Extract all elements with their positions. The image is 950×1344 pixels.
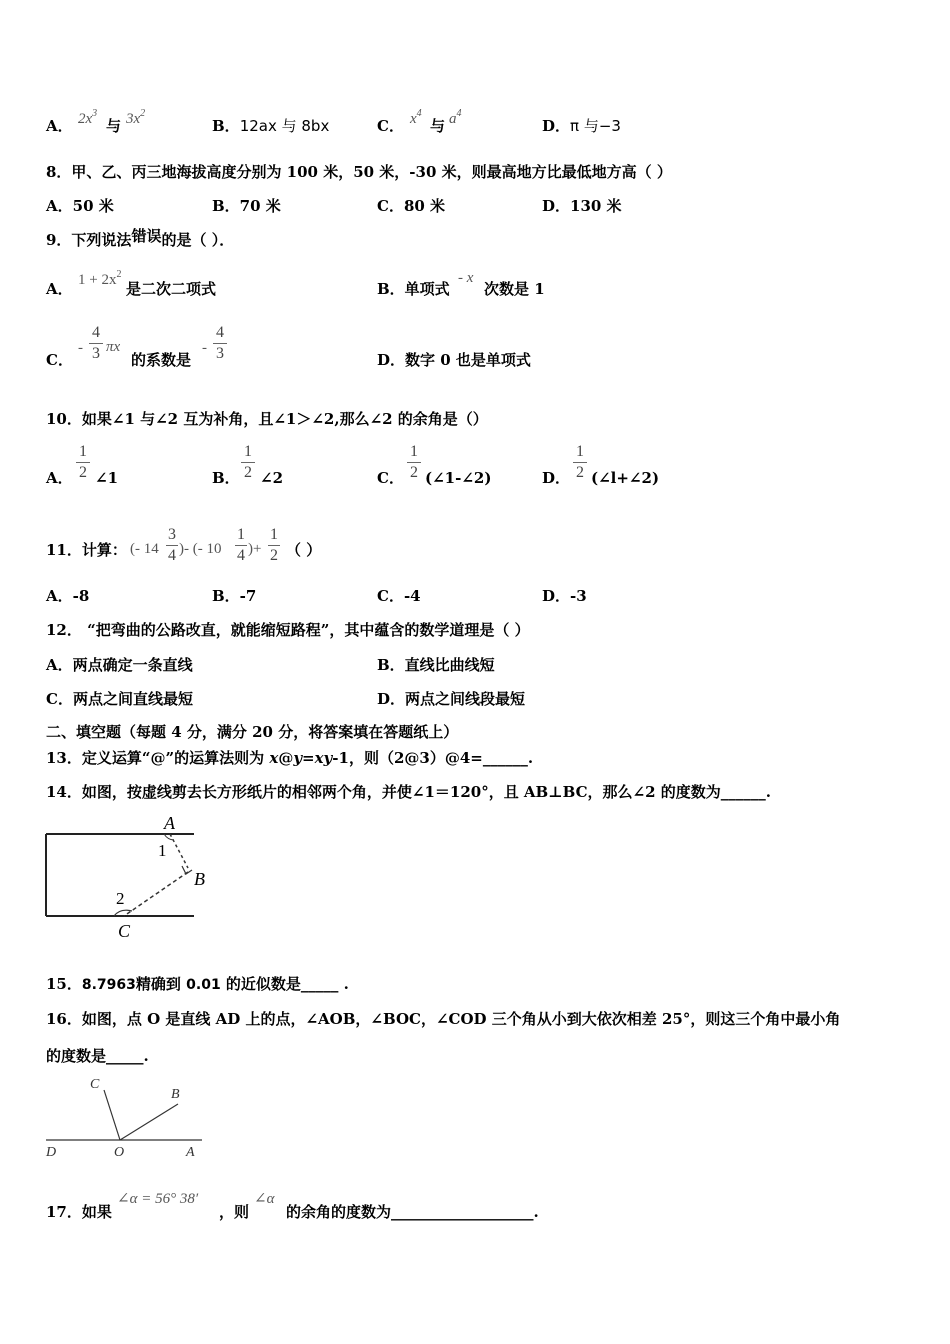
math-base: 3x [126, 111, 141, 127]
text: 精确到 [135, 975, 187, 993]
label-A: A [186, 1145, 195, 1160]
q9-stem [46, 227, 235, 250]
frac-den: 4 [237, 547, 245, 564]
q10-option-a-tail: ∠1 [95, 469, 119, 487]
frac-num: 3 [168, 526, 176, 543]
q17-then: ，则 [219, 1203, 250, 1221]
q9-option-b-text: 次数是 1 [484, 280, 545, 298]
math-exp: 2 [140, 108, 146, 119]
label-O: O [114, 1145, 125, 1160]
label-C: C [118, 921, 131, 941]
q10-option-c-fraction [407, 443, 421, 482]
q8-option-c: C．80 米 [377, 197, 446, 215]
q16-figure [40, 1070, 210, 1162]
label-D: D [46, 1145, 57, 1160]
text-yu: 与 [430, 117, 446, 135]
math-exp: 4 [456, 108, 462, 119]
text: = [302, 749, 315, 767]
q11-option-a: A．-8 [46, 587, 90, 605]
frac-bar [268, 545, 280, 546]
cut-ab [170, 834, 188, 868]
frac-den: 3 [92, 345, 100, 362]
q9-option-a-math [78, 265, 121, 290]
cut-bc [124, 872, 188, 916]
q11-frac-3 [268, 526, 280, 565]
frac-num: 1 [270, 526, 278, 543]
q8-option-a: A．50 米 [46, 197, 114, 215]
frac-den: 2 [576, 464, 584, 481]
q11-paren: （ ） [286, 541, 322, 559]
q10-option-a-label: A． [46, 469, 73, 487]
frac-bar [407, 462, 421, 463]
frac-bar [76, 462, 90, 463]
option-label: A． [46, 117, 73, 135]
math-1plus2x2 [78, 269, 122, 288]
frac-den: 2 [244, 464, 252, 481]
q7-option-c [377, 116, 404, 136]
q9-option-c-text: 的系数是 [131, 351, 192, 369]
section-heading: 二、填空题（每题 4 分，满分 20 分，将答案填在答题纸上） [46, 723, 459, 741]
q7-option-a [46, 116, 73, 136]
math-a4 [449, 108, 462, 127]
q11-option-d: D．-3 [542, 587, 587, 605]
label-2: 2 [116, 889, 125, 908]
q12-stem: 12． “把弯曲的公路改直，就能缩短路程”，其中蕴含的数学道理是（ ） [46, 621, 530, 639]
q9-option-d: D．数字 0 也是单项式 [377, 351, 531, 369]
q17-math-angle: ∠α = 56° 38′ [117, 1191, 199, 1207]
q11-expr-1: (- 14 [130, 541, 159, 557]
frac-num: 1 [576, 443, 584, 460]
q10-option-c-label: C． [377, 469, 404, 487]
text: 15． [46, 975, 82, 993]
frac-den: 3 [216, 345, 224, 362]
option-label: B． [212, 117, 240, 135]
q17-label: 17．如果 [46, 1203, 112, 1221]
option-text: π 与−3 [570, 117, 621, 135]
q13 [46, 748, 533, 768]
label-1: 1 [158, 841, 167, 860]
label-C: C [90, 1077, 100, 1092]
q12-option-c: C．两点之间直线最短 [46, 690, 193, 708]
number: 0.01 [186, 977, 221, 993]
frac-num: 1 [244, 443, 252, 460]
frac-bar [166, 545, 178, 546]
q9-option-a-text: 是二次二项式 [126, 280, 217, 298]
text: 的近似数是_____ . [220, 975, 349, 993]
q12-option-d: D．两点之间线段最短 [377, 690, 526, 708]
frac-den: 2 [410, 464, 418, 481]
q11-expr-2: )- (- 10 [179, 541, 222, 557]
option-label: C． [377, 117, 404, 135]
number: 8.7963 [81, 977, 136, 993]
q11-expr-3: )+ [248, 541, 262, 557]
q11-option-c: C．-4 [377, 587, 421, 605]
q10-option-c-tail: (∠1-∠2) [425, 469, 492, 487]
text: @ [278, 749, 294, 767]
q7-option-c-yu [430, 116, 445, 136]
math-base: x [410, 111, 417, 127]
math-var: xy [314, 749, 333, 767]
math-neg-x: - x [458, 270, 474, 286]
q10-option-b-label: B． [212, 469, 240, 487]
q12-option-b: B．直线比曲线短 [377, 656, 495, 674]
q14-figure [40, 810, 230, 945]
frac-num: 1 [237, 526, 245, 543]
q14-stem: 14．如图，按虚线剪去长方形纸片的相邻两个角，并使∠1＝120°，且 AB⊥BC，那么∠2 的度数为______. [46, 783, 771, 801]
q11-frac-2 [235, 526, 247, 565]
text-yu: 与 [106, 117, 122, 135]
ray-ob [120, 1104, 178, 1140]
q10-option-b-fraction [241, 443, 255, 482]
frac-den: 2 [79, 464, 87, 481]
frac-bar [241, 462, 255, 463]
frac-bar [573, 462, 587, 463]
frac-den: 4 [168, 547, 176, 564]
q8-stem: 8．甲、乙、丙三地海拔高度分别为 100 米，50 米，-30 米，则最高地方比最低地方高（ ） [46, 163, 672, 181]
q9-option-a-label: A． [46, 280, 73, 298]
q12-option-a: A．两点确定一条直线 [46, 656, 193, 674]
q15 [46, 974, 349, 995]
q17-tail: 的余角的度数为___________________. [286, 1203, 539, 1221]
frac-num: 4 [92, 324, 100, 341]
q7-option-a-math2 [126, 104, 145, 129]
frac-num: 1 [410, 443, 418, 460]
q9-option-b-label: B．单项式 [377, 280, 450, 298]
q7-option-c-math2 [449, 104, 462, 129]
frac-den: 2 [270, 547, 278, 564]
q9-option-c-fraction [89, 324, 103, 363]
math-exp: 4 [416, 108, 422, 119]
frac-num: 4 [216, 324, 224, 341]
label-B: B [194, 869, 205, 889]
text: 13．定义运算“@”的运算法则为 [46, 749, 270, 767]
stem-part: 9．下列说法 [46, 231, 132, 249]
label-A: A [164, 813, 175, 833]
q11-frac-1 [166, 526, 178, 565]
math-base: 2x [78, 111, 93, 127]
q7-option-c-math [410, 104, 422, 129]
q8-option-d: D．130 米 [542, 197, 622, 215]
q10-option-d-label: D． [542, 469, 571, 487]
label-B: B [171, 1087, 180, 1102]
q10-option-a-fraction [76, 443, 90, 482]
math-x4 [410, 108, 422, 127]
q17-math-alpha: ∠α [254, 1191, 275, 1207]
q9-option-c-label: C． [46, 351, 73, 369]
frac-bar [235, 545, 247, 546]
math-2x3 [78, 108, 98, 127]
q10-option-d-fraction [573, 443, 587, 482]
math-base: a [449, 111, 457, 127]
q10-stem: 10．如果∠1 与∠2 互为补角，且∠1＞∠2,那么∠2 的余角是（） [46, 410, 488, 428]
math-base: 1 + 2x [78, 272, 117, 288]
frac-num: 1 [79, 443, 87, 460]
ray-oc [104, 1090, 120, 1140]
stem-part: 的是（ ）． [161, 231, 235, 249]
q10-option-d-tail: (∠l+∠2) [591, 469, 660, 487]
option-text: 12ax 与 8bx [239, 117, 330, 135]
option-label: D． [542, 117, 571, 135]
q16-line1: 16．如图，点 O 是直线 AD 上的点，∠AOB，∠BOC，∠COD 三个角从小到大依次相差 25°，则这三个角中最小角 [46, 1010, 841, 1028]
q11-option-b: B．-7 [212, 587, 257, 605]
q9-option-c-fraction2 [213, 324, 227, 363]
q7-option-a-math [78, 104, 97, 129]
math-var: x [269, 749, 279, 767]
q8-option-b: B．70 米 [212, 197, 281, 215]
math-var: y [293, 749, 303, 767]
math-3x2 [126, 108, 146, 127]
math-exp: 3 [92, 108, 98, 119]
q9-option-c-minus2: - [202, 340, 207, 356]
text: -1，则（2@3）@4=______. [332, 749, 534, 767]
q7-option-d [542, 116, 621, 136]
q11-stem: 11．计算： [46, 541, 127, 559]
q9-option-c-pix: πx [106, 339, 121, 355]
stem-emphasis: 错误 [131, 227, 162, 245]
q7-option-b [212, 116, 329, 136]
math-exp: 2 [116, 269, 122, 280]
q9-option-b-math [458, 267, 473, 288]
frac-bar [213, 343, 227, 344]
q9-option-c-minus: - [78, 340, 83, 356]
q10-option-b-tail: ∠2 [260, 469, 284, 487]
q16-line2: 的度数是_____. [46, 1047, 149, 1065]
frac-bar [89, 343, 103, 344]
q7-option-a-yu [106, 116, 121, 136]
